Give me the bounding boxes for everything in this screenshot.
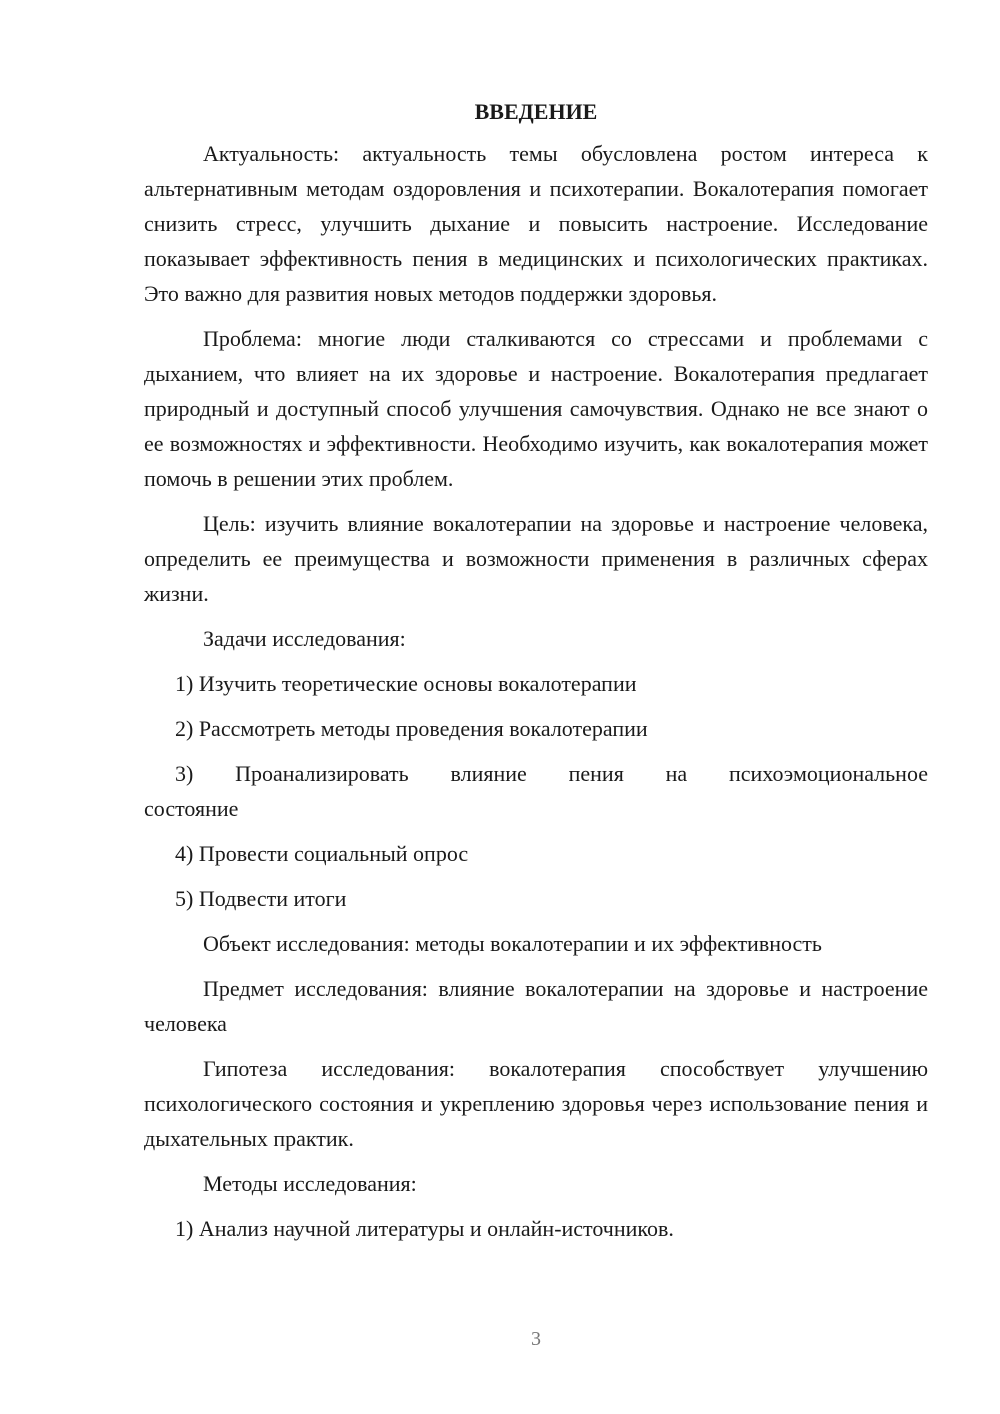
task-item-3: 3) Проанализировать влияние пения на психоэмоциональное [175, 761, 928, 786]
task-item-1: 1) Изучить теоретические основы вокалотерапии [175, 671, 637, 696]
task-item-2: 2) Рассмотреть методы проведения вокалотерапии [175, 716, 648, 741]
page-number: 3 [531, 1328, 541, 1350]
subject-paragraph: Предмет исследования: влияние вокалотерапии на здоровье и настроение человека [144, 976, 928, 1036]
tasks-heading: Задачи исследования: [203, 626, 406, 651]
methods-heading: Методы исследования: [203, 1171, 417, 1196]
object-paragraph: Объект исследования: методы вокалотерапии и их эффективность [203, 931, 822, 956]
relevance-paragraph: Актуальность: актуальность темы обусловлена ростом интереса к альтернативным методам оздоровления и психотерапии. Вокалотерапия помогает снизить стресс, улучшить дыхание и повысить настроение. Исследование показывает эффективность пения в медицинских и психологических практиках. Это важно для развития новых методов поддержки здоровья. [144, 141, 928, 306]
task-item-5: 5) Подвести итоги [175, 886, 347, 911]
hypothesis-paragraph: Гипотеза исследования: вокалотерапия способствует улучшению психологического состояния и укреплению здоровья через использование пения и дыхательных практик. [144, 1056, 928, 1151]
document-page [144, 94, 928, 1256]
goal-paragraph: Цель: изучить влияние вокалотерапии на здоровье и настроение человека, определить ее преимущества и возможности применения в различных сферах жизни. [144, 511, 928, 606]
problem-paragraph: Проблема: многие люди сталкиваются со стрессами и проблемами с дыханием, что влияет на их здоровье и настроение. Вокалотерапия предлагает природный и доступный способ улучшения самочувствия. Однако не все знают о ее возможностях и эффективности. Необходимо изучить, как вокалотерапия может помочь в решении этих проблем. [144, 326, 928, 491]
section-title: ВВЕДЕНИЕ [474, 99, 598, 124]
task-item-4: 4) Провести социальный опрос [175, 841, 469, 866]
method-item-1: 1) Анализ научной литературы и онлайн-источников. [175, 1216, 674, 1241]
task-item-3-continuation: состояние [144, 796, 239, 821]
